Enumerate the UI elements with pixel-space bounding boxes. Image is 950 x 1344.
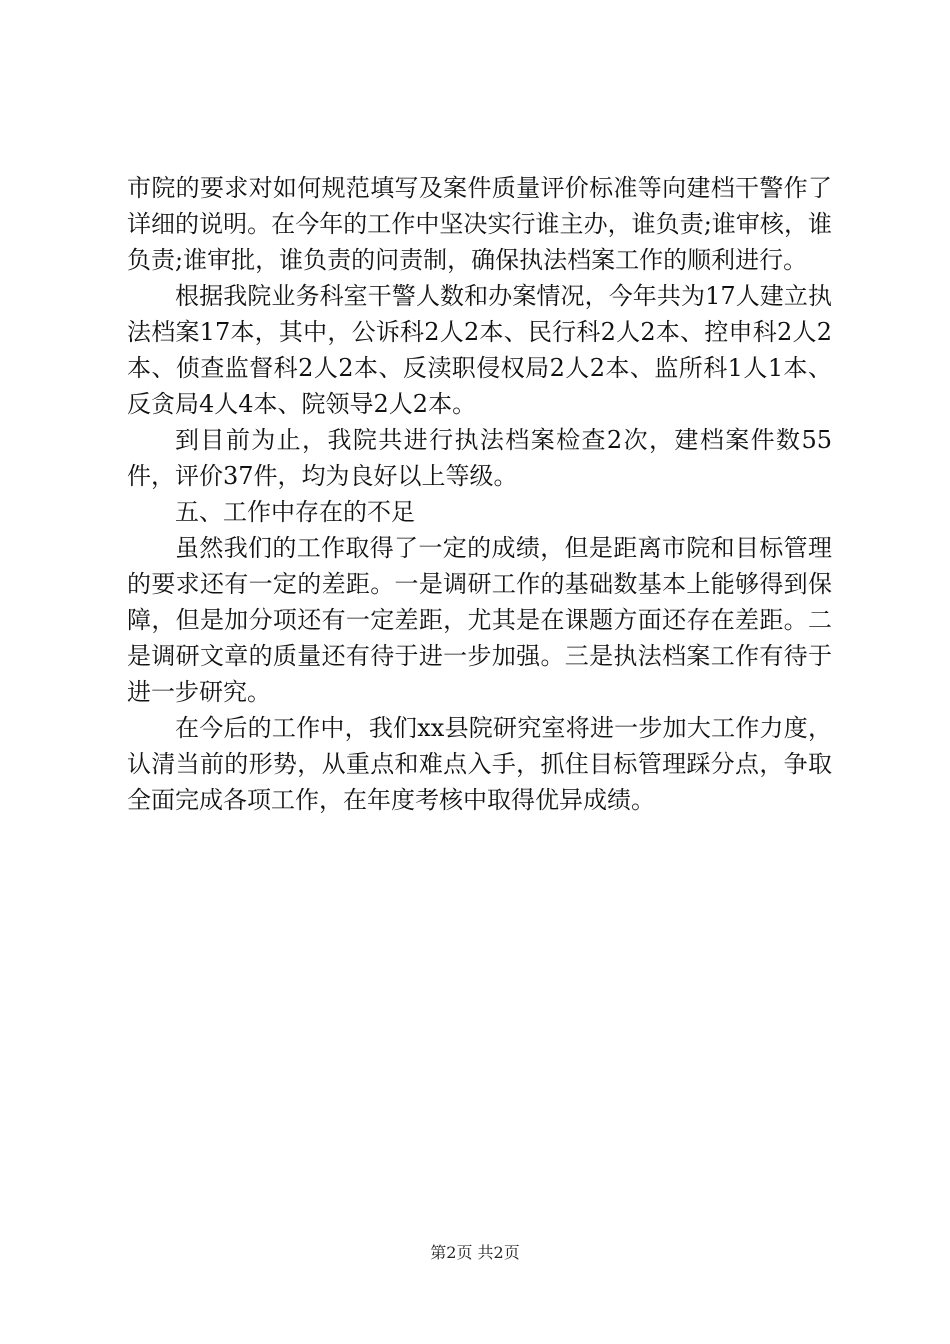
paragraph-future-work: 在今后的工作中，我们xx县院研究室将进一步加大工作力度，认清当前的形势，从重点和难点入手，抓住目标管理踩分点，争取全面完成各项工作，在年度考核中取得优异成绩。 [127,714,832,814]
paragraph-shortcomings: 虽然我们的工作取得了一定的成绩，但是距离市院和目标管理的要求还有一定的差距。一是调研工作的基础数基本上能够得到保障，但是加分项还有一定差距，尤其是在课题方面还存在差距。二是调研文章的质量还有待于进一步加强。三是执法档案工作有待于进一步研究。 [127,534,832,706]
paragraph-archive-count: 根据我院业务科室干警人数和办案情况，今年共为17人建立执法档案17本，其中，公诉科2人2本、民行科2人2本、控申科2人2本、侦查监督科2人2本、反渎职侵权局2人2本、监所科1人1本、反贪局4人4本、院领导2人2本。 [127,282,832,418]
page-footer: 第2页 共2页 [430,1243,520,1262]
paragraph-continuation: 市院的要求对如何规范填写及案件质量评价标准等向建档干警作了详细的说明。在今年的工作中坚决实行谁主办，谁负责;谁审核，谁负责;谁审批，谁负责的问责制，确保执法档案工作的顺利进行。 [127,174,832,274]
document-body [127,170,832,818]
paragraph-inspection-summary: 到目前为止，我院共进行执法档案检查2次，建档案件数55件，评价37件，均为良好以上等级。 [127,426,832,490]
section-heading-shortcomings: 五、工作中存在的不足 [175,498,415,526]
